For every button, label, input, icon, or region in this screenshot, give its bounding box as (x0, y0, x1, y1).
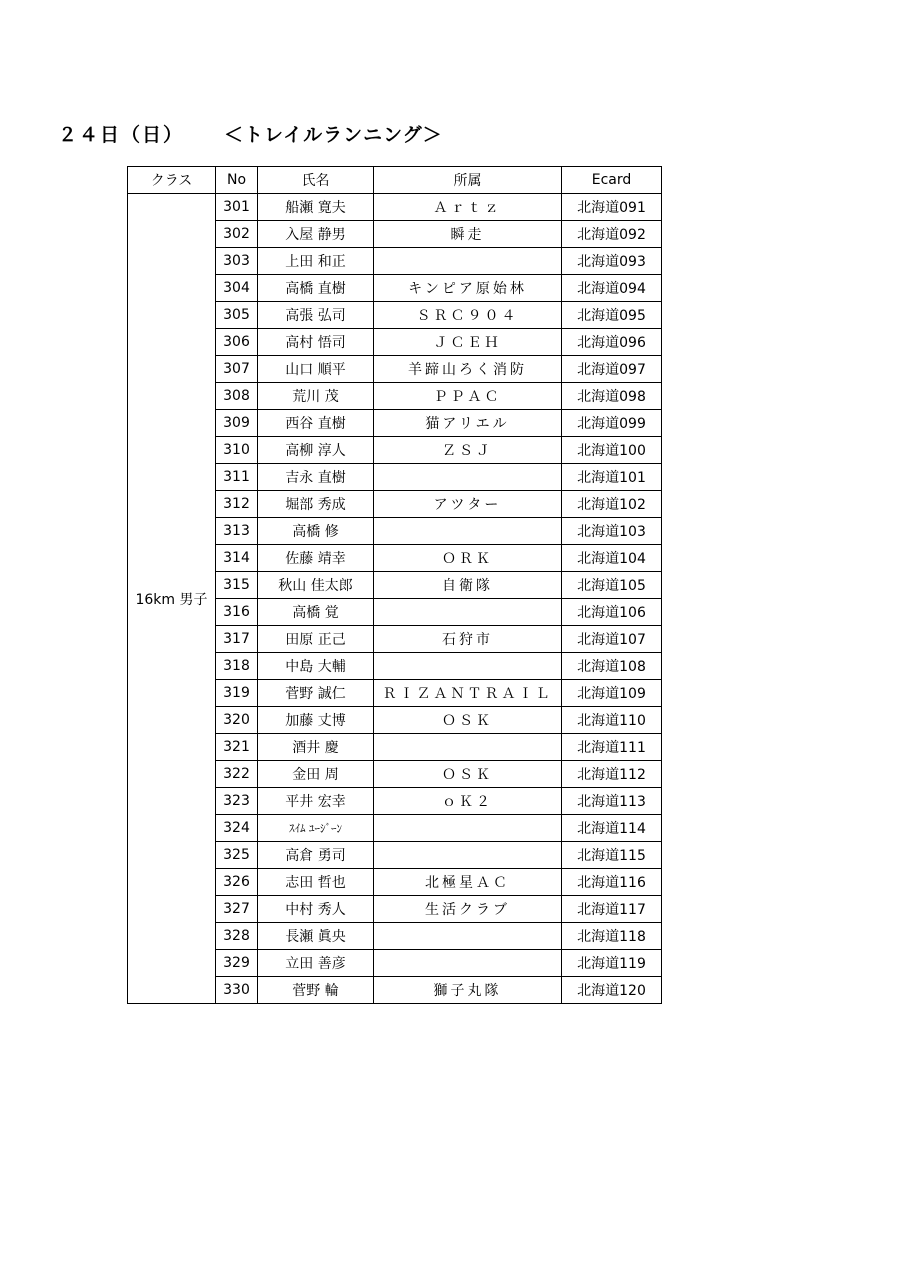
runner-name-cell: 高村 悟司 (258, 329, 374, 356)
ecard-cell: 北海道110 (562, 707, 662, 734)
column-header-class: クラス (128, 167, 216, 194)
affiliation-cell: ＰＰＡＣ (374, 383, 562, 410)
table-header-row (128, 167, 662, 194)
event-title: ＜トレイルランニング＞ (224, 124, 443, 146)
ecard-cell: 北海道112 (562, 761, 662, 788)
bib-number-cell: 323 (216, 788, 258, 815)
runner-name-cell: 菅野 輪 (258, 977, 374, 1004)
affiliation-cell (374, 923, 562, 950)
page-heading (58, 121, 443, 149)
bib-number-cell: 314 (216, 545, 258, 572)
bib-number-cell: 318 (216, 653, 258, 680)
runner-name-cell: 中島 大輔 (258, 653, 374, 680)
bib-number-cell: 329 (216, 950, 258, 977)
affiliation-cell: ＳＲＣ９０４ (374, 302, 562, 329)
runner-name-cell: 高橋 覚 (258, 599, 374, 626)
bib-number-cell: 315 (216, 572, 258, 599)
ecard-cell: 北海道097 (562, 356, 662, 383)
runner-name-cell: 高橋 修 (258, 518, 374, 545)
bib-number-cell: 311 (216, 464, 258, 491)
bib-number-cell: 317 (216, 626, 258, 653)
affiliation-cell: 羊蹄山ろく消防 (374, 356, 562, 383)
bib-number-cell: 319 (216, 680, 258, 707)
bib-number-cell: 326 (216, 869, 258, 896)
runner-name-cell: 田原 正己 (258, 626, 374, 653)
affiliation-cell (374, 518, 562, 545)
ecard-cell: 北海道120 (562, 977, 662, 1004)
bib-number-cell: 330 (216, 977, 258, 1004)
table-row (128, 194, 662, 221)
ecard-cell: 北海道117 (562, 896, 662, 923)
bib-number-cell: 320 (216, 707, 258, 734)
ecard-cell: 北海道096 (562, 329, 662, 356)
ecard-cell: 北海道118 (562, 923, 662, 950)
class-cell: 16km 男子 (128, 194, 216, 1004)
bib-number-cell: 303 (216, 248, 258, 275)
runner-name-cell: 菅野 誠仁 (258, 680, 374, 707)
bib-number-cell: 307 (216, 356, 258, 383)
affiliation-cell (374, 842, 562, 869)
bib-number-cell: 327 (216, 896, 258, 923)
runner-name-cell: 長瀬 眞央 (258, 923, 374, 950)
bib-number-cell: 313 (216, 518, 258, 545)
ecard-cell: 北海道093 (562, 248, 662, 275)
affiliation-cell (374, 599, 562, 626)
affiliation-cell: ＯＲＫ (374, 545, 562, 572)
bib-number-cell: 301 (216, 194, 258, 221)
column-header-name: 氏名 (258, 167, 374, 194)
affiliation-cell: ＯＳＫ (374, 707, 562, 734)
runner-name-cell: 佐藤 靖幸 (258, 545, 374, 572)
ecard-cell: 北海道111 (562, 734, 662, 761)
ecard-cell: 北海道102 (562, 491, 662, 518)
bib-number-cell: 316 (216, 599, 258, 626)
affiliation-cell: 自衛隊 (374, 572, 562, 599)
bib-number-cell: 322 (216, 761, 258, 788)
runner-name-cell: 秋山 佳太郎 (258, 572, 374, 599)
bib-number-cell: 328 (216, 923, 258, 950)
ecard-cell: 北海道098 (562, 383, 662, 410)
affiliation-cell: ＺＳＪ (374, 437, 562, 464)
ecard-cell: 北海道116 (562, 869, 662, 896)
runner-name-cell: 高張 弘司 (258, 302, 374, 329)
ecard-cell: 北海道109 (562, 680, 662, 707)
affiliation-cell: ＯＳＫ (374, 761, 562, 788)
affiliation-cell: ｏＫ２ (374, 788, 562, 815)
runner-name-cell: 上田 和正 (258, 248, 374, 275)
ecard-cell: 北海道092 (562, 221, 662, 248)
affiliation-cell: 生活クラブ (374, 896, 562, 923)
bib-number-cell: 310 (216, 437, 258, 464)
runner-name-cell: 山口 順平 (258, 356, 374, 383)
bib-number-cell: 308 (216, 383, 258, 410)
column-header-ecard: Ecard (562, 167, 662, 194)
runner-name-cell: 加藤 丈博 (258, 707, 374, 734)
affiliation-cell (374, 248, 562, 275)
runner-name-cell: 平井 宏幸 (258, 788, 374, 815)
ecard-cell: 北海道103 (562, 518, 662, 545)
runner-name-cell: 高倉 勇司 (258, 842, 374, 869)
bib-number-cell: 306 (216, 329, 258, 356)
entry-table (127, 166, 662, 1004)
affiliation-cell: 獅子丸隊 (374, 977, 562, 1004)
runner-name-cell: 高柳 淳人 (258, 437, 374, 464)
runner-name-cell: 船瀬 寛夫 (258, 194, 374, 221)
affiliation-cell: アツター (374, 491, 562, 518)
ecard-cell: 北海道108 (562, 653, 662, 680)
affiliation-cell (374, 815, 562, 842)
ecard-cell: 北海道099 (562, 410, 662, 437)
ecard-cell: 北海道094 (562, 275, 662, 302)
ecard-cell: 北海道119 (562, 950, 662, 977)
runner-name-cell: 西谷 直樹 (258, 410, 374, 437)
bib-number-cell: 309 (216, 410, 258, 437)
bib-number-cell: 324 (216, 815, 258, 842)
affiliation-cell: Ａｒｔｚ (374, 194, 562, 221)
bib-number-cell: 325 (216, 842, 258, 869)
event-date: ２４日（日） (58, 124, 185, 146)
ecard-cell: 北海道107 (562, 626, 662, 653)
affiliation-cell: キンピア原始林 (374, 275, 562, 302)
runner-name-cell: ｽｲﾑ ﾕｰｼﾞｰﾝ (258, 815, 374, 842)
ecard-cell: 北海道113 (562, 788, 662, 815)
affiliation-cell: ＪＣＥＨ (374, 329, 562, 356)
runner-name-cell: 高橋 直樹 (258, 275, 374, 302)
ecard-cell: 北海道105 (562, 572, 662, 599)
column-header-affiliation: 所属 (374, 167, 562, 194)
runner-name-cell: 入屋 静男 (258, 221, 374, 248)
runner-name-cell: 堀部 秀成 (258, 491, 374, 518)
affiliation-cell: 北極星ＡＣ (374, 869, 562, 896)
runner-name-cell: 中村 秀人 (258, 896, 374, 923)
ecard-cell: 北海道095 (562, 302, 662, 329)
runner-name-cell: 立田 善彦 (258, 950, 374, 977)
affiliation-cell: ＲＩＺＡＮＴＲＡＩＬ (374, 680, 562, 707)
bib-number-cell: 302 (216, 221, 258, 248)
ecard-cell: 北海道114 (562, 815, 662, 842)
runner-name-cell: 酒井 慶 (258, 734, 374, 761)
bib-number-cell: 304 (216, 275, 258, 302)
ecard-cell: 北海道106 (562, 599, 662, 626)
runner-name-cell: 志田 哲也 (258, 869, 374, 896)
bib-number-cell: 321 (216, 734, 258, 761)
ecard-cell: 北海道100 (562, 437, 662, 464)
affiliation-cell: 瞬走 (374, 221, 562, 248)
ecard-cell: 北海道101 (562, 464, 662, 491)
affiliation-cell (374, 653, 562, 680)
affiliation-cell (374, 734, 562, 761)
affiliation-cell: 猫アリエル (374, 410, 562, 437)
bib-number-cell: 312 (216, 491, 258, 518)
affiliation-cell: 石狩市 (374, 626, 562, 653)
runner-name-cell: 金田 周 (258, 761, 374, 788)
ecard-cell: 北海道115 (562, 842, 662, 869)
column-header-no: No (216, 167, 258, 194)
ecard-cell: 北海道091 (562, 194, 662, 221)
ecard-cell: 北海道104 (562, 545, 662, 572)
affiliation-cell (374, 950, 562, 977)
runner-name-cell: 荒川 茂 (258, 383, 374, 410)
affiliation-cell (374, 464, 562, 491)
bib-number-cell: 305 (216, 302, 258, 329)
runner-name-cell: 吉永 直樹 (258, 464, 374, 491)
